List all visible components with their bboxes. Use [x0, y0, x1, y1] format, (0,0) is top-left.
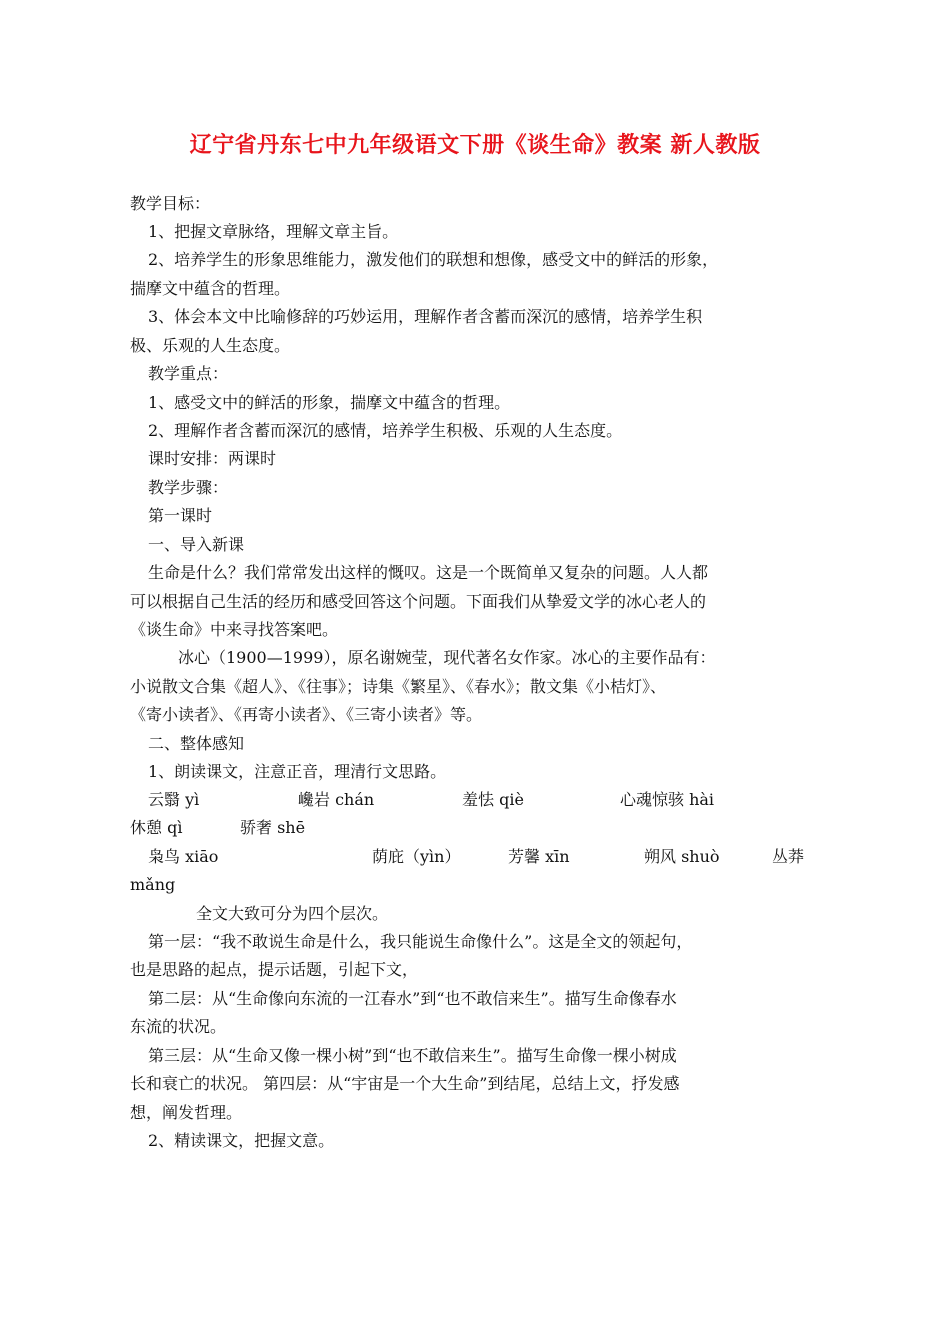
text-line: 二、整体感知 — [148, 734, 245, 753]
text-line: 生命是什么？我们常常发出这样的慨叹。这是一个既简单又复杂的问题。人人都 — [148, 563, 709, 582]
pinyin-row — [0, 818, 950, 838]
text-line: 第二层：从“生命像向东流的一江春水”到“也不敢信来生”。描写生命像春水 — [148, 989, 677, 1008]
text-line: 东流的状况。 — [130, 1017, 227, 1036]
text-line: mǎng — [130, 875, 176, 894]
text-line: 第一课时 — [148, 506, 213, 525]
pinyin-item: 朔风 shuò — [644, 847, 720, 866]
pinyin-item: 荫庇（yìn） — [372, 847, 461, 866]
text-line: 教学步骤： — [148, 478, 229, 497]
text-line: 第三层：从“生命又像一棵小树”到“也不敢信来生”。描写生命像一棵小树成 — [148, 1046, 677, 1065]
pinyin-item: 芳馨 xīn — [508, 847, 570, 866]
text-line: 长和衰亡的状况。 第四层：从“宇宙是一个大生命”到结尾，总结上文，抒发感 — [130, 1074, 680, 1093]
text-line: 一、导入新课 — [148, 535, 245, 554]
text-line: 小说散文合集《超人》、《往事》；诗集《繁星》、《春水》；散文集《小桔灯》、 — [130, 677, 667, 696]
pinyin-item: 枭鸟 xiāo — [148, 847, 219, 866]
text-line: 3、体会本文中比喻修辞的巧妙运用，理解作者含蓄而深沉的感情，培养学生积 — [148, 307, 703, 326]
text-line: 2、培养学生的形象思维能力，激发他们的联想和想像，感受文中的鲜活的形象， — [148, 250, 719, 269]
text-line: 第一层：“我不敢说生命是什么，我只能说生命像什么”。这是全文的领起句， — [148, 932, 693, 951]
pinyin-item: 骄奢 shē — [240, 818, 306, 837]
document-title: 辽宁省丹东七中九年级语文下册《谈生命》教案 新人教版 — [189, 133, 761, 158]
text-line: 《寄小读者》、《再寄小读者》、《三寄小读者》等。 — [130, 705, 483, 724]
text-line: 课时安排：两课时 — [148, 449, 277, 468]
pinyin-item: 巉岩 chán — [298, 790, 375, 809]
pinyin-item: 云翳 yì — [148, 790, 200, 809]
text-line: 揣摩文中蕴含的哲理。 — [130, 279, 291, 298]
pinyin-row — [0, 790, 950, 810]
text-line: 教学目标： — [130, 194, 211, 213]
text-line: 1、把握文章脉络，理解文章主旨。 — [148, 222, 399, 241]
pinyin-item: 羞怯 qiè — [462, 790, 524, 809]
pinyin-item: 休憩 qì — [130, 818, 183, 837]
text-line: 冰心（1900—1999），原名谢婉莹，现代著名女作家。冰心的主要作品有： — [178, 648, 716, 667]
text-line: 《谈生命》中来寻找答案吧。 — [130, 620, 339, 639]
text-line: 1、感受文中的鲜活的形象，揣摩文中蕴含的哲理。 — [148, 393, 511, 412]
text-line: 1、朗读课文，注意正音，理清行文思路。 — [148, 762, 447, 781]
text-line: 2、精读课文，把握文意。 — [148, 1131, 335, 1150]
text-line: 全文大致可分为四个层次。 — [196, 904, 389, 923]
text-line: 极、乐观的人生态度。 — [130, 336, 291, 355]
text-line: 2、理解作者含蓄而深沉的感情，培养学生积极、乐观的人生态度。 — [148, 421, 623, 440]
text-line: 也是思路的起点，提示话题，引起下文， — [130, 960, 419, 979]
text-line: 教学重点： — [148, 364, 229, 383]
pinyin-row — [0, 847, 950, 867]
pinyin-item: 丛莽 — [772, 847, 805, 866]
text-line: 可以根据自己生活的经历和感受回答这个问题。下面我们从挚爱文学的冰心老人的 — [130, 592, 707, 611]
pinyin-item: 心魂惊骇 hài — [620, 790, 715, 809]
text-line: 想，阐发哲理。 — [130, 1103, 243, 1122]
